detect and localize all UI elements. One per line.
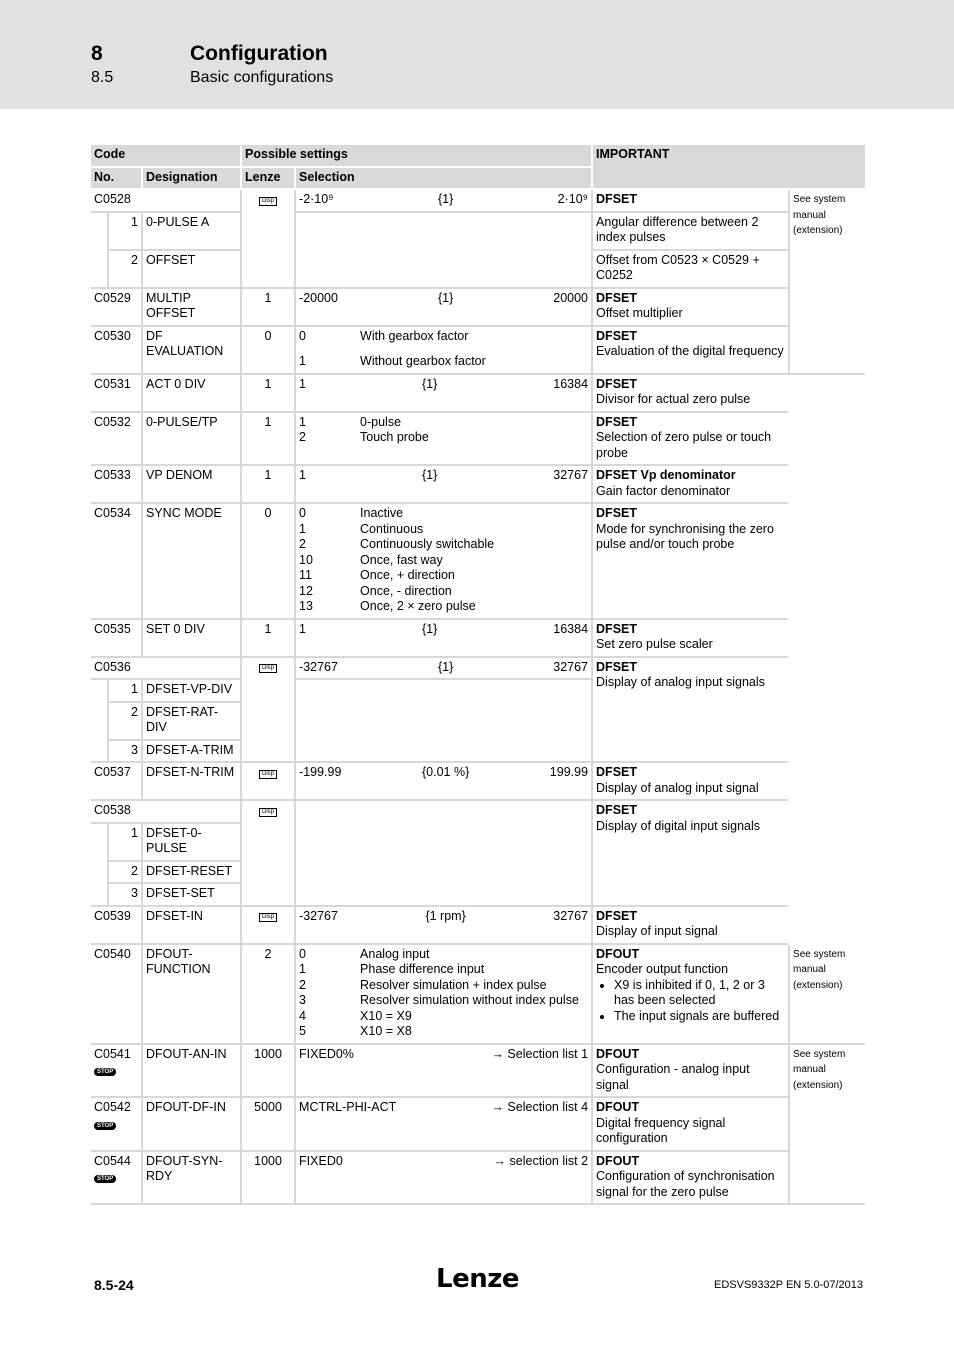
option-key: 11 <box>299 568 313 582</box>
table-row <box>91 190 865 213</box>
code-cell: C0537 <box>91 763 141 801</box>
designation-cell: DF EVALUATION <box>141 327 240 375</box>
sub-no: 2 <box>107 251 141 289</box>
table-row <box>91 213 865 251</box>
important-title: DFSET <box>596 376 638 391</box>
lenze-cell: 0 <box>240 504 294 620</box>
table-header-row <box>91 145 865 168</box>
important-text: Divisor for actual zero pulse <box>596 392 751 406</box>
code-cell: C0532 <box>91 413 141 467</box>
important-text: Encoder output function <box>596 962 729 976</box>
range-max: 20000 <box>553 290 589 305</box>
important-text: Set zero pulse scaler <box>596 637 713 651</box>
sub-no: 1 <box>107 680 141 703</box>
code-cell <box>91 1152 141 1206</box>
range-max: 2·10⁹ <box>557 192 589 206</box>
option-key: 12 <box>299 583 313 598</box>
see-system-note: See system manual (extension) <box>788 190 865 375</box>
range-max: 199.99 <box>549 765 589 779</box>
see-system-note: See system manual (extension) <box>788 1045 865 1206</box>
option-value: Once, fast way <box>360 552 443 567</box>
selection-cell <box>294 907 591 945</box>
sub-no: 2 <box>107 862 141 885</box>
lenze-cell <box>240 763 294 801</box>
important-title: DFSET <box>596 659 638 674</box>
important-cell <box>591 504 788 620</box>
option-value: 0-pulse <box>360 414 402 429</box>
designation-cell: DFOUT-DF-IN <box>141 1098 240 1152</box>
selection-cell <box>294 620 591 658</box>
important-title: DFSET <box>596 908 638 923</box>
selection-cell <box>294 1098 591 1152</box>
designation-cell: SYNC MODE <box>141 504 240 620</box>
range-step: {1} <box>437 659 454 674</box>
option-value: Touch probe <box>360 430 429 444</box>
important-cell: Offset from C0523 × C0529 + C0252 <box>591 251 788 289</box>
important-cell <box>591 658 788 764</box>
lenze-cell: 0 <box>240 327 294 375</box>
option-value: Resolver simulation + index pulse <box>360 977 547 992</box>
range-min: -20000 <box>299 290 338 305</box>
section-number: 8.5 <box>91 69 114 86</box>
important-cell <box>591 327 788 375</box>
option-value: Resolver simulation without index pulse <box>360 993 579 1007</box>
option-key: 0 <box>299 506 306 520</box>
range-min: 1 <box>299 376 306 391</box>
code-cell: C0538 <box>91 801 240 824</box>
important-cell: Angular difference between 2 index pulses <box>591 213 788 251</box>
list-item: • X9 is inhibited if 0, 1, 2 or 3 has been selected <box>614 978 785 1009</box>
disp-icon: Disp <box>259 808 277 817</box>
selection-value: FIXED0% <box>299 1046 354 1061</box>
stop-icon: STOP <box>94 1068 116 1076</box>
important-text: Evaluation of the digital frequency <box>596 344 784 358</box>
selection-cell <box>294 763 591 801</box>
sub-no: 1 <box>107 213 141 251</box>
important-text: Display of digital input signals <box>596 818 761 833</box>
important-text: Gain factor denominator <box>596 483 731 498</box>
disp-icon: Disp <box>259 664 277 673</box>
code-cell: C0533 <box>91 466 141 504</box>
disp-icon: Disp <box>259 913 277 922</box>
table-row <box>91 620 865 658</box>
range-step: {1} <box>421 621 438 636</box>
table-row <box>91 504 865 620</box>
disp-icon: Disp <box>259 770 277 779</box>
bullet-list <box>596 978 785 1025</box>
table-row <box>91 658 865 681</box>
important-cell <box>591 801 788 907</box>
important-cell <box>591 1045 788 1099</box>
range-max: 16384 <box>553 376 589 391</box>
selection-list-ref: → selection list 2 <box>493 1153 589 1168</box>
selection-cell <box>294 801 591 907</box>
see-system-note: See system manual (extension) <box>788 945 865 1045</box>
important-text: Configuration of synchronisation signal for the zero pulse <box>596 1169 775 1199</box>
important-title: DFSET <box>596 414 638 429</box>
lenze-cell: 1 <box>240 289 294 327</box>
important-title: DFSET <box>596 290 638 305</box>
selection-cell <box>294 1152 591 1206</box>
important-text: Configuration - analog input signal <box>596 1062 750 1092</box>
code-cell: C0536 <box>91 658 240 681</box>
lenze-cell <box>240 658 294 764</box>
range-min: 1 <box>299 621 306 636</box>
important-cell <box>591 1098 788 1152</box>
option-key: 1 <box>299 354 306 368</box>
designation-cell: DFSET-VP-DIV <box>141 680 240 703</box>
important-text: Mode for synchronising the zero pulse and/or touch probe <box>596 521 774 551</box>
option-key: 2 <box>299 537 306 551</box>
designation-cell: DFSET-N-TRIM <box>141 763 240 801</box>
selection-value: FIXED0 <box>299 1153 343 1168</box>
important-text: Selection of zero pulse or touch probe <box>596 430 772 460</box>
sub-no: 2 <box>107 703 141 741</box>
sub-no: 3 <box>107 884 141 907</box>
designation-cell: 0-PULSE/TP <box>141 413 240 467</box>
range-max: 32767 <box>553 659 589 674</box>
col-designation: Designation <box>141 168 240 191</box>
code-text: C0544 <box>94 1153 131 1168</box>
range-step: {1} <box>437 192 454 206</box>
important-title: DFSET <box>596 328 638 343</box>
table-row <box>91 1098 865 1152</box>
selection-cell <box>294 289 591 327</box>
code-cell: C0528 <box>91 190 240 213</box>
document-id: EDSVS9332P EN 5.0-07/2013 <box>713 1279 863 1291</box>
col-important: IMPORTANT <box>591 145 865 190</box>
important-title: DFSET <box>596 621 638 636</box>
range-min: 1 <box>299 468 306 482</box>
important-title: DFOUT <box>596 1046 640 1061</box>
designation-cell: DFSET-A-TRIM <box>141 741 240 764</box>
designation-cell: DFSET-0-PULSE <box>141 824 240 862</box>
option-key: 1 <box>299 521 306 536</box>
option-key: 3 <box>299 993 306 1007</box>
selection-cell <box>294 504 591 620</box>
designation-cell: MULTIP OFFSET <box>141 289 240 327</box>
parameter-table <box>91 145 865 1205</box>
important-cell <box>591 1152 788 1206</box>
important-title: DFSET Vp denominator <box>596 468 736 482</box>
range-step: {1} <box>421 468 438 482</box>
selection-list-ref: → Selection list 1 <box>491 1046 589 1061</box>
selection-list-ref: → Selection list 4 <box>491 1100 589 1114</box>
table-row <box>91 945 865 1045</box>
selection-cell <box>294 327 591 375</box>
important-cell <box>591 413 788 467</box>
option-value: Phase difference input <box>360 962 485 976</box>
selection-cell <box>294 190 591 213</box>
designation-cell: DFOUT-FUNCTION <box>141 945 240 1045</box>
important-title: DFSET <box>596 765 638 779</box>
selection-cell <box>294 1045 591 1099</box>
option-key: 0 <box>299 946 306 961</box>
lenze-cell: 2 <box>240 945 294 1045</box>
range-min: -199.99 <box>299 765 342 779</box>
code-text: C0541 <box>94 1046 131 1061</box>
lenze-cell <box>240 801 294 907</box>
lenze-cell <box>240 190 294 289</box>
option-key: 5 <box>299 1024 306 1038</box>
option-value: Inactive <box>360 506 404 520</box>
range-min: -32767 <box>299 659 338 674</box>
option-value: X10 = X8 <box>360 1024 412 1038</box>
important-cell <box>591 907 788 945</box>
lenze-cell: 1 <box>240 466 294 504</box>
selection-cell <box>294 945 591 1045</box>
table-row <box>91 413 865 467</box>
option-key: 1 <box>299 962 306 976</box>
option-key: 0 <box>299 328 306 343</box>
disp-icon: Disp <box>259 197 277 206</box>
range-min: -2·10⁹ <box>299 192 334 206</box>
important-title: DFOUT <box>596 1100 640 1114</box>
code-text: C0542 <box>94 1100 131 1114</box>
range-step: {0.01 %} <box>421 765 470 779</box>
important-title: DFOUT <box>596 946 640 961</box>
table-row <box>91 801 865 824</box>
option-value: Continuously switchable <box>360 537 495 551</box>
lenze-cell: 1 <box>240 620 294 658</box>
lenze-cell: 1000 <box>240 1045 294 1099</box>
range-step: {1} <box>437 290 454 305</box>
option-value: Without gearbox factor <box>360 354 486 368</box>
lenze-cell: 1 <box>240 375 294 413</box>
designation-cell: SET 0 DIV <box>141 620 240 658</box>
important-cell <box>591 945 788 1045</box>
col-no: No. <box>91 168 141 191</box>
code-cell: C0531 <box>91 375 141 413</box>
selection-cell <box>294 375 591 413</box>
stop-icon: STOP <box>94 1122 116 1130</box>
important-title: DFOUT <box>596 1153 640 1168</box>
stop-icon: STOP <box>94 1175 116 1183</box>
selection-cell <box>294 466 591 504</box>
important-cell <box>591 763 788 801</box>
selection-cell <box>294 658 591 681</box>
lenze-cell: 1000 <box>240 1152 294 1206</box>
code-cell: C0530 <box>91 327 141 375</box>
option-key: 4 <box>299 1008 306 1023</box>
code-cell <box>91 1045 141 1099</box>
designation-cell: DFSET-SET <box>141 884 240 907</box>
chapter-title: Configuration <box>190 42 328 65</box>
lenze-cell: 1 <box>240 413 294 467</box>
range-min: -32767 <box>299 908 338 923</box>
important-text: Display of input signal <box>596 924 718 938</box>
designation-cell: DFSET-IN <box>141 907 240 945</box>
option-key: 1 <box>299 414 306 429</box>
page-number: 8.5-24 <box>94 1277 134 1293</box>
option-key: 2 <box>299 977 306 992</box>
selection-cell <box>294 680 591 763</box>
important-cell <box>591 375 788 413</box>
option-value: Analog input <box>360 946 430 961</box>
table-row <box>91 1152 865 1206</box>
designation-cell: DFOUT-AN-IN <box>141 1045 240 1099</box>
range-step: {1} <box>421 376 438 391</box>
col-selection: Selection <box>294 168 591 191</box>
selection-cell <box>294 213 591 289</box>
important-cell <box>591 289 788 327</box>
option-key: 2 <box>299 430 306 444</box>
option-key: 13 <box>299 599 313 613</box>
important-text: Offset multiplier <box>596 306 683 320</box>
important-text: Digital frequency signal configuration <box>596 1115 726 1145</box>
col-possible-settings: Possible settings <box>240 145 591 168</box>
code-cell: C0539 <box>91 907 141 945</box>
option-key: 10 <box>299 552 313 567</box>
important-title: DFSET <box>596 803 638 817</box>
table-row <box>91 763 865 801</box>
designation-cell: OFFSET <box>141 251 240 289</box>
table-row <box>91 466 865 504</box>
page-header <box>0 0 954 109</box>
selection-value: MCTRL-PHI-ACT <box>299 1100 397 1114</box>
code-cell <box>91 1098 141 1152</box>
code-cell: C0540 <box>91 945 141 1045</box>
selection-cell <box>294 413 591 467</box>
col-lenze: Lenze <box>240 168 294 191</box>
table-row <box>91 1045 865 1099</box>
chapter-number: 8 <box>91 42 103 65</box>
sub-no: 1 <box>107 824 141 862</box>
code-cell: C0529 <box>91 289 141 327</box>
lenze-logo: Lenze <box>436 1264 519 1294</box>
option-value: Continuous <box>360 521 424 536</box>
option-value: X10 = X9 <box>360 1008 412 1023</box>
option-value: With gearbox factor <box>360 328 469 343</box>
important-text: Display of analog input signal <box>596 780 759 795</box>
code-cell: C0535 <box>91 620 141 658</box>
important-title: DFSET <box>596 192 638 206</box>
important-cell <box>591 190 788 213</box>
table-row <box>91 289 865 327</box>
important-title: DFSET <box>596 506 638 520</box>
designation-cell: 0-PULSE A <box>141 213 240 251</box>
range-step: {1 rpm} <box>425 908 466 923</box>
lenze-cell <box>240 907 294 945</box>
range-max: 16384 <box>553 621 589 636</box>
range-max: 32767 <box>553 468 589 482</box>
table-row <box>91 375 865 413</box>
option-value: Once, - direction <box>360 583 452 598</box>
designation-cell: VP DENOM <box>141 466 240 504</box>
table-row <box>91 327 865 375</box>
table-row <box>91 907 865 945</box>
code-cell: C0534 <box>91 504 141 620</box>
important-text: Display of analog input signals <box>596 675 765 689</box>
range-max: 32767 <box>553 908 589 923</box>
option-value: Once, 2 × zero pulse <box>360 599 476 613</box>
designation-cell: DFSET-RESET <box>141 862 240 885</box>
important-cell <box>591 620 788 658</box>
section-title: Basic configurations <box>190 69 334 86</box>
designation-cell: ACT 0 DIV <box>141 375 240 413</box>
important-cell <box>591 466 788 504</box>
designation-cell: DFSET-RAT-DIV <box>141 703 240 741</box>
col-code: Code <box>91 145 240 168</box>
sub-no: 3 <box>107 741 141 764</box>
list-item: • The input signals are buffered <box>614 1009 785 1025</box>
option-value: Once, + direction <box>360 568 455 582</box>
lenze-cell: 5000 <box>240 1098 294 1152</box>
designation-cell: DFOUT-SYN-RDY <box>141 1152 240 1206</box>
